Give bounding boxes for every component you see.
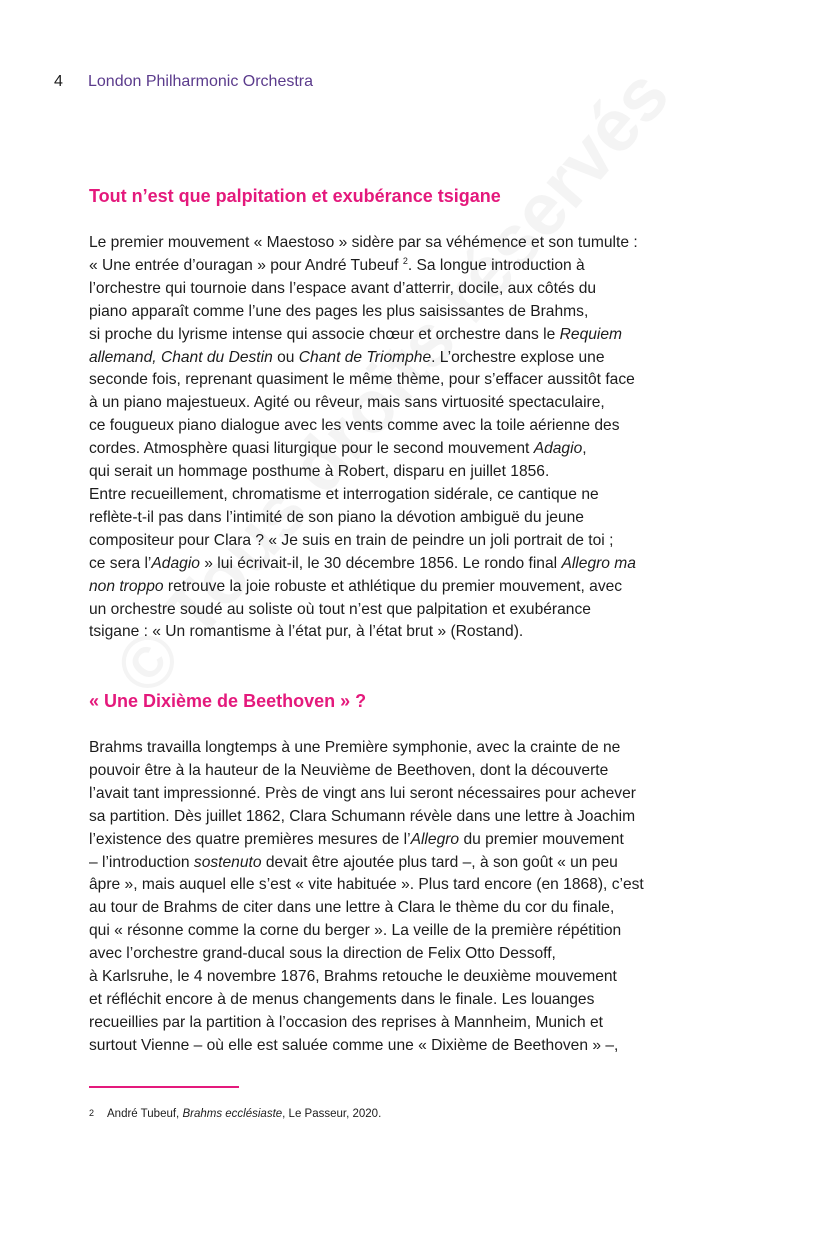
italic-run: non troppo bbox=[89, 577, 164, 595]
text-run: un orchestre soudé au soliste où tout n’est que palpitation et exubérance bbox=[89, 600, 591, 618]
text-run: retrouve la joie robuste et athlétique du premier mouvement, avec bbox=[163, 577, 623, 595]
footnote-ref: 2 bbox=[402, 255, 408, 266]
text-run: âpre », mais auquel elle s’est « vite habituée ». Plus tard encore (en 1868), c’est bbox=[89, 876, 644, 894]
text-run: du premier mouvement bbox=[459, 830, 624, 848]
text-run: . L’orchestre explose une bbox=[431, 348, 605, 366]
text-run: recueillies par la partition à l’occasion des reprises à Mannheim, Munich et bbox=[89, 1013, 603, 1031]
text-line bbox=[89, 415, 749, 438]
text-line bbox=[89, 1012, 749, 1035]
text-line bbox=[89, 920, 749, 943]
text-run: avec l’orchestre grand-ducal sous la direction de Felix Otto Dessoff, bbox=[89, 945, 556, 963]
text-line bbox=[89, 760, 749, 783]
text-line bbox=[89, 507, 749, 530]
text-run: à Karlsruhe, le 4 novembre 1876, Brahms retouche le deuxième mouvement bbox=[89, 968, 617, 986]
text-run: l’existence des quatre premières mesures de l’ bbox=[89, 830, 411, 848]
section-palpitation bbox=[89, 184, 749, 644]
text-line bbox=[89, 553, 749, 576]
text-line bbox=[89, 621, 749, 644]
text-line bbox=[89, 530, 749, 553]
italic-run: allemand, Chant du Destin bbox=[89, 348, 273, 366]
text-run: surtout Vienne – où elle est saluée comme une « Dixième de Beethoven » –, bbox=[89, 1036, 619, 1054]
text-run: et réfléchit encore à de menus changements dans le finale. Les louanges bbox=[89, 990, 595, 1008]
text-line bbox=[89, 438, 749, 461]
text-run: pouvoir être à la hauteur de la Neuvième de Beethoven, dont la découverte bbox=[89, 761, 609, 779]
section-heading: « Une Dixième de Beethoven » ? bbox=[89, 691, 367, 711]
text-line bbox=[89, 599, 749, 622]
text-run: piano apparaît comme l’une des pages les plus saisissantes de Brahms, bbox=[89, 302, 589, 320]
section-heading: Tout n’est que palpitation et exubérance tsigane bbox=[89, 186, 501, 206]
text-line bbox=[89, 989, 749, 1012]
text-line bbox=[89, 484, 749, 507]
italic-run: Chant de Triomphe bbox=[298, 348, 432, 366]
text-run: compositeur pour Clara ? « Je suis en train de peindre un joli portrait de toi ; bbox=[89, 531, 614, 549]
text-run: qui serait un hommage posthume à Robert, disparu en juillet 1856. bbox=[89, 463, 550, 481]
text-line bbox=[89, 783, 749, 806]
italic-run: Allegro bbox=[410, 830, 460, 848]
footnote-rest: , Le Passeur, 2020. bbox=[282, 1108, 382, 1120]
text-line bbox=[89, 255, 749, 278]
text-line bbox=[89, 897, 749, 920]
italic-run: Allegro ma bbox=[561, 554, 636, 572]
text-line bbox=[89, 369, 749, 392]
page-number: 4 bbox=[54, 73, 63, 90]
text-line bbox=[89, 829, 749, 852]
text-line bbox=[89, 347, 749, 370]
text-run: sa partition. Dès juillet 1862, Clara Schumann révèle dans une lettre à Joachim bbox=[89, 807, 636, 825]
text-run: Le premier mouvement « Maestoso » sidère par sa véhémence et son tumulte : bbox=[89, 234, 638, 251]
text-run: l’orchestre qui tournoie dans l’espace avant d’atterrir, docile, aux côtés du bbox=[89, 279, 597, 297]
text-run: qui « résonne comme la corne du berger ». La veille de la première répétition bbox=[89, 922, 622, 940]
text-line bbox=[89, 852, 749, 875]
italic-run: Requiem bbox=[559, 325, 623, 343]
text-run: au tour de Brahms de citer dans une lettre à Clara le thème du cor du finale, bbox=[89, 899, 615, 917]
text-line bbox=[89, 232, 749, 255]
italic-run: Adagio bbox=[151, 554, 200, 572]
text-run: si proche du lyrisme intense qui associe chœur et orchestre dans le bbox=[89, 325, 560, 343]
text-line bbox=[89, 301, 749, 324]
text-line bbox=[89, 943, 749, 966]
text-run: seconde fois, reprenant quasiment le même thème, pour s’effacer aussitôt face bbox=[89, 371, 635, 389]
text-run: Brahms travailla longtemps à une Première symphonie, avec la crainte de ne bbox=[89, 739, 621, 756]
text-run: – l’introduction bbox=[89, 853, 194, 871]
text-run: « Une entrée d’ouragan » pour André Tubeuf bbox=[89, 256, 403, 274]
footnote-title: Brahms ecclésiaste bbox=[182, 1108, 283, 1120]
text-line bbox=[89, 737, 749, 760]
text-line bbox=[89, 461, 749, 484]
text-line bbox=[89, 278, 749, 301]
text-run: reflète-t-il pas dans l’intimité de son piano la dévotion ambiguë du jeune bbox=[89, 508, 584, 526]
text-line bbox=[89, 576, 749, 599]
text-line bbox=[89, 324, 749, 347]
text-run: ce sera l’ bbox=[89, 554, 152, 572]
section-body bbox=[89, 232, 749, 644]
section-dixieme bbox=[89, 689, 749, 1058]
footnote-divider bbox=[89, 1086, 239, 1088]
text-line bbox=[89, 874, 749, 897]
text-run: à un piano majestueux. Agité ou rêveur, mais sans virtuosité spectaculaire, bbox=[89, 394, 605, 412]
text-run: l’avait tant impressionné. Près de vingt ans lui seront nécessaires pour achever bbox=[89, 784, 636, 802]
text-run: devait être ajoutée plus tard –, à son goût « un peu bbox=[261, 853, 618, 871]
italic-run: Adagio bbox=[533, 440, 583, 458]
text-line bbox=[89, 806, 749, 829]
text-line bbox=[89, 966, 749, 989]
footnote bbox=[89, 1106, 381, 1122]
footnote-author: André Tubeuf, bbox=[107, 1108, 183, 1120]
text-run: ce fougueux piano dialogue avec les vents comme avec la toile aérienne des bbox=[89, 417, 620, 435]
text-run: cordes. Atmosphère quasi liturgique pour le second mouvement bbox=[89, 440, 534, 458]
section-body bbox=[89, 737, 749, 1058]
text-line bbox=[89, 392, 749, 415]
text-run: , bbox=[582, 440, 587, 458]
text-run: » lui écrivait-il, le 30 décembre 1856. Le rondo final bbox=[199, 554, 562, 572]
header-organization: London Philharmonic Orchestra bbox=[88, 73, 314, 90]
text-line bbox=[89, 1035, 749, 1058]
text-run: ou bbox=[272, 348, 299, 366]
text-run: tsigane : « Un romantisme à l’état pur, à l’état brut » (Rostand). bbox=[89, 623, 524, 641]
text-run: Entre recueillement, chromatisme et interrogation sidérale, ce cantique ne bbox=[89, 485, 599, 503]
text-run: . Sa longue introduction à bbox=[407, 256, 585, 274]
italic-run: sostenuto bbox=[193, 853, 262, 871]
running-header bbox=[54, 71, 313, 93]
footnote-mark: 2 bbox=[89, 1108, 95, 1118]
